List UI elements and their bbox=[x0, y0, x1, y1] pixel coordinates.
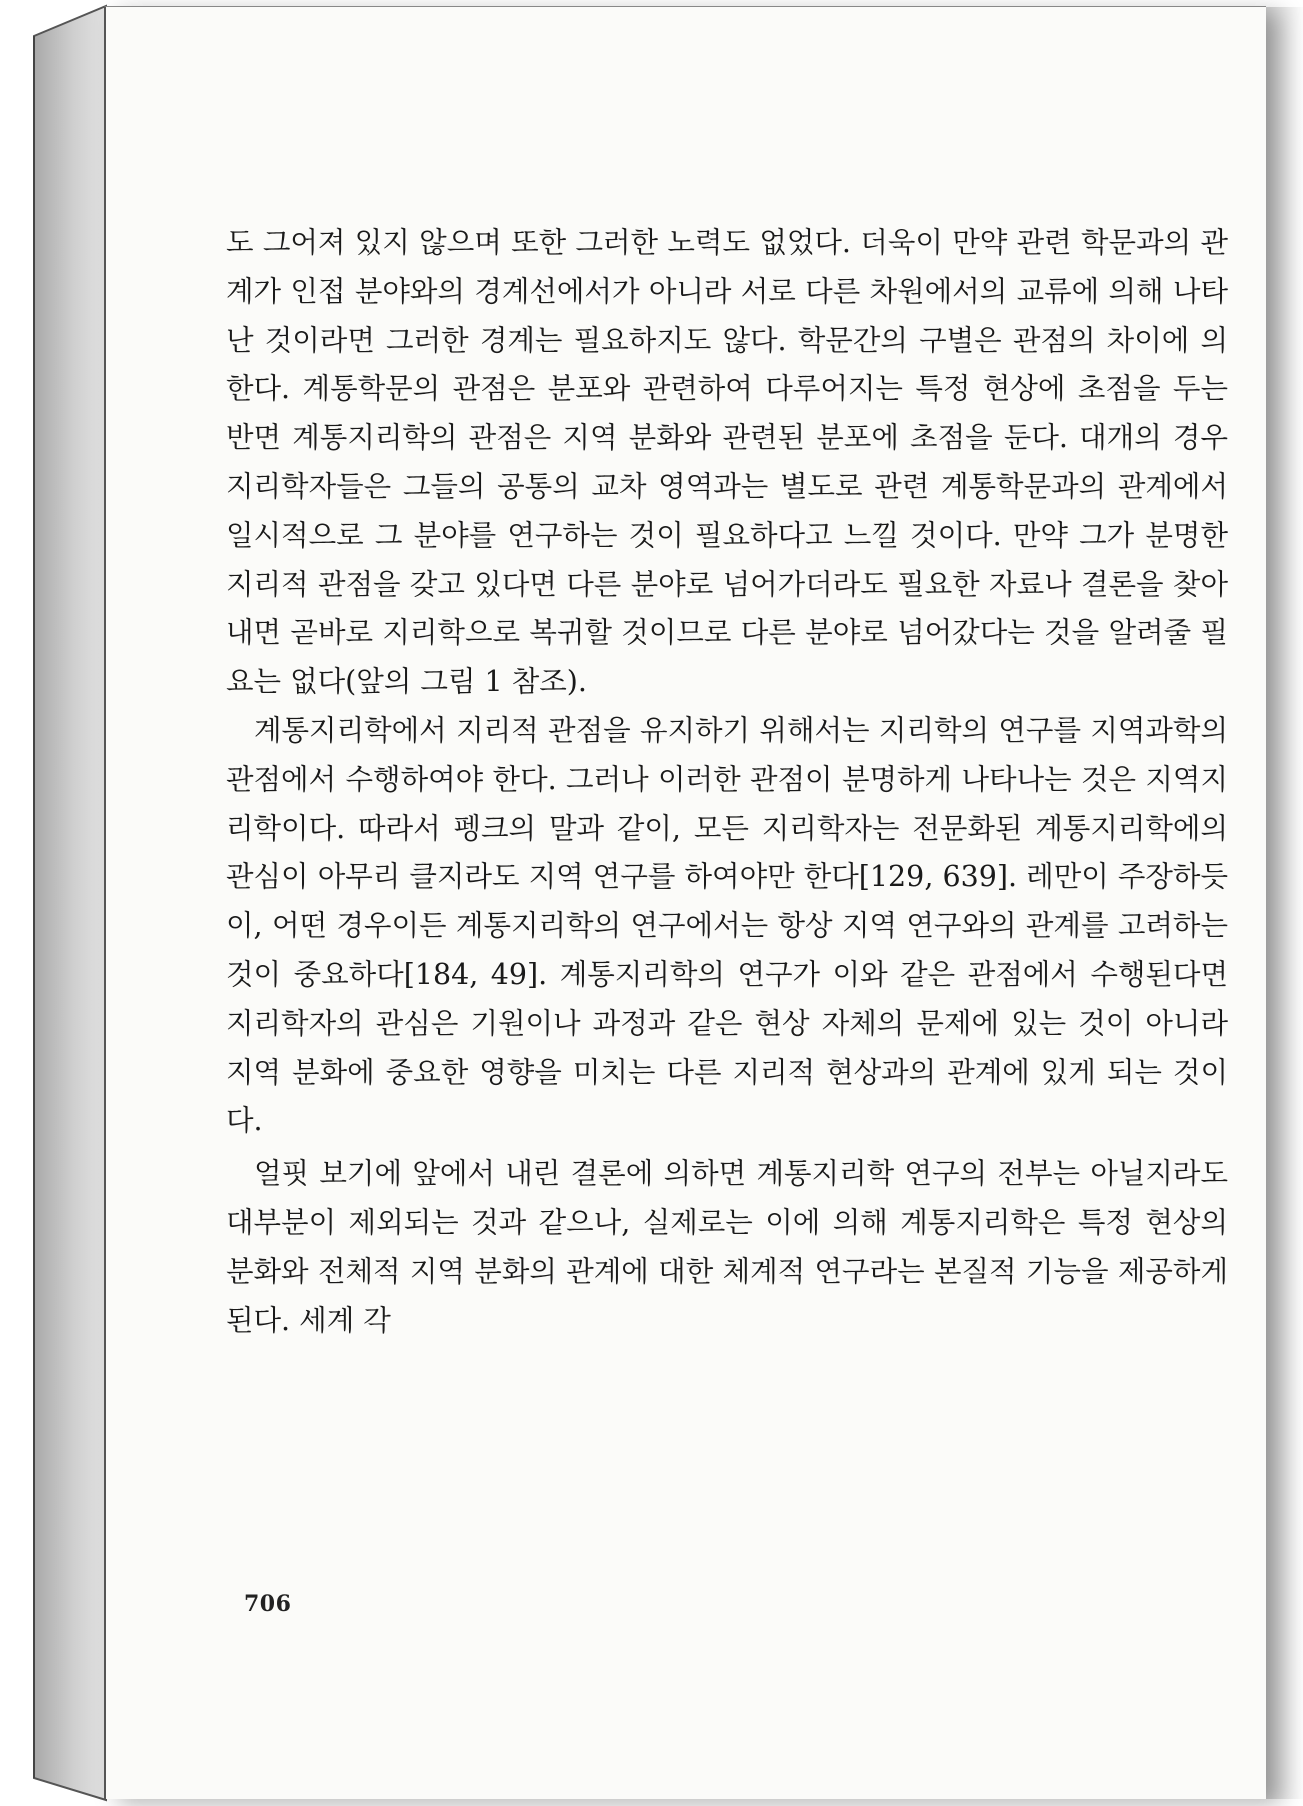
paragraph-1: 도 그어져 있지 않으며 또한 그러한 노력도 없었다. 더욱이 만약 관련 학문과의 관계가 인접 분야와의 경계선에서가 아니라 서로 다른 차원에서의 교류에 의해 나타난 것이라면 그러한 경계는 필요하지도 않다. 학문간의 구별은 관점의 차이에 의한다. 계통학문의 관점은 분포와 관련하여 다루어지는 특정 현상에 초점을 두는 반면 계통지리학의 관점은 지역 분화와 관련된 분포에 초점을 둔다. 대개의 경우 지리학자들은 그들의 공통의 교차 영역과는 별도로 관련 계통학문과의 관계에서 일시적으로 그 분야를 연구하는 것이 필요하다고 느낄 것이다. 만약 그가 분명한 지리적 관점을 갖고 있다면 다른 분야로 넘어가더라도 필요한 자료나 결론을 찾아내면 곧바로 지리학으로 복귀할 것이므로 다른 분야로 넘어갔다는 것을 알려줄 필요는 없다(앞의 그림 1 참조). bbox=[226, 226, 1228, 699]
book-spine bbox=[0, 0, 110, 1806]
paragraph-2: 계통지리학에서 지리적 관점을 유지하기 위해서는 지리학의 연구를 지역과학의 관점에서 수행하여야 한다. 그러나 이러한 관점이 분명하게 나타나는 것은 지역지리학이다. 따라서 펭크의 말과 같이, 모든 지리학자는 전문화된 계통지리학에의 관심이 아무리 클지라도 지역 연구를 하여야만 한다[129, 639]. 레만이 주장하듯이, 어떤 경우이든 계통지리학의 연구에서는 항상 지역 연구와의 관계를 고려하는 것이 중요하다[184, 49]. 계통지리학의 연구가 이와 같은 관점에서 수행된다면 지리학자의 관심은 기원이나 과정과 같은 현상 자체의 문제에 있는 것이 아니라 지역 분화에 중요한 영향을 미치는 다른 지리적 현상과의 관계에 있게 되는 것이다. bbox=[226, 713, 1228, 1138]
page-number: 706 bbox=[244, 1591, 292, 1617]
book-page bbox=[104, 6, 1266, 1799]
book-spine-graphic bbox=[0, 0, 110, 1806]
page-body-text bbox=[226, 219, 1228, 1345]
page-shadow bbox=[1266, 7, 1303, 1799]
paragraph-3: 얼핏 보기에 앞에서 내린 결론에 의하면 계통지리학 연구의 전부는 아닐지라도 대부분이 제외되는 것과 같으나, 실제로는 이에 의해 계통지리학은 특정 현상의 분화와 전체적 지역 분화의 관계에 대한 체계적 연구라는 본질적 기능을 제공하게 된다. 세계 각 bbox=[226, 1157, 1228, 1337]
